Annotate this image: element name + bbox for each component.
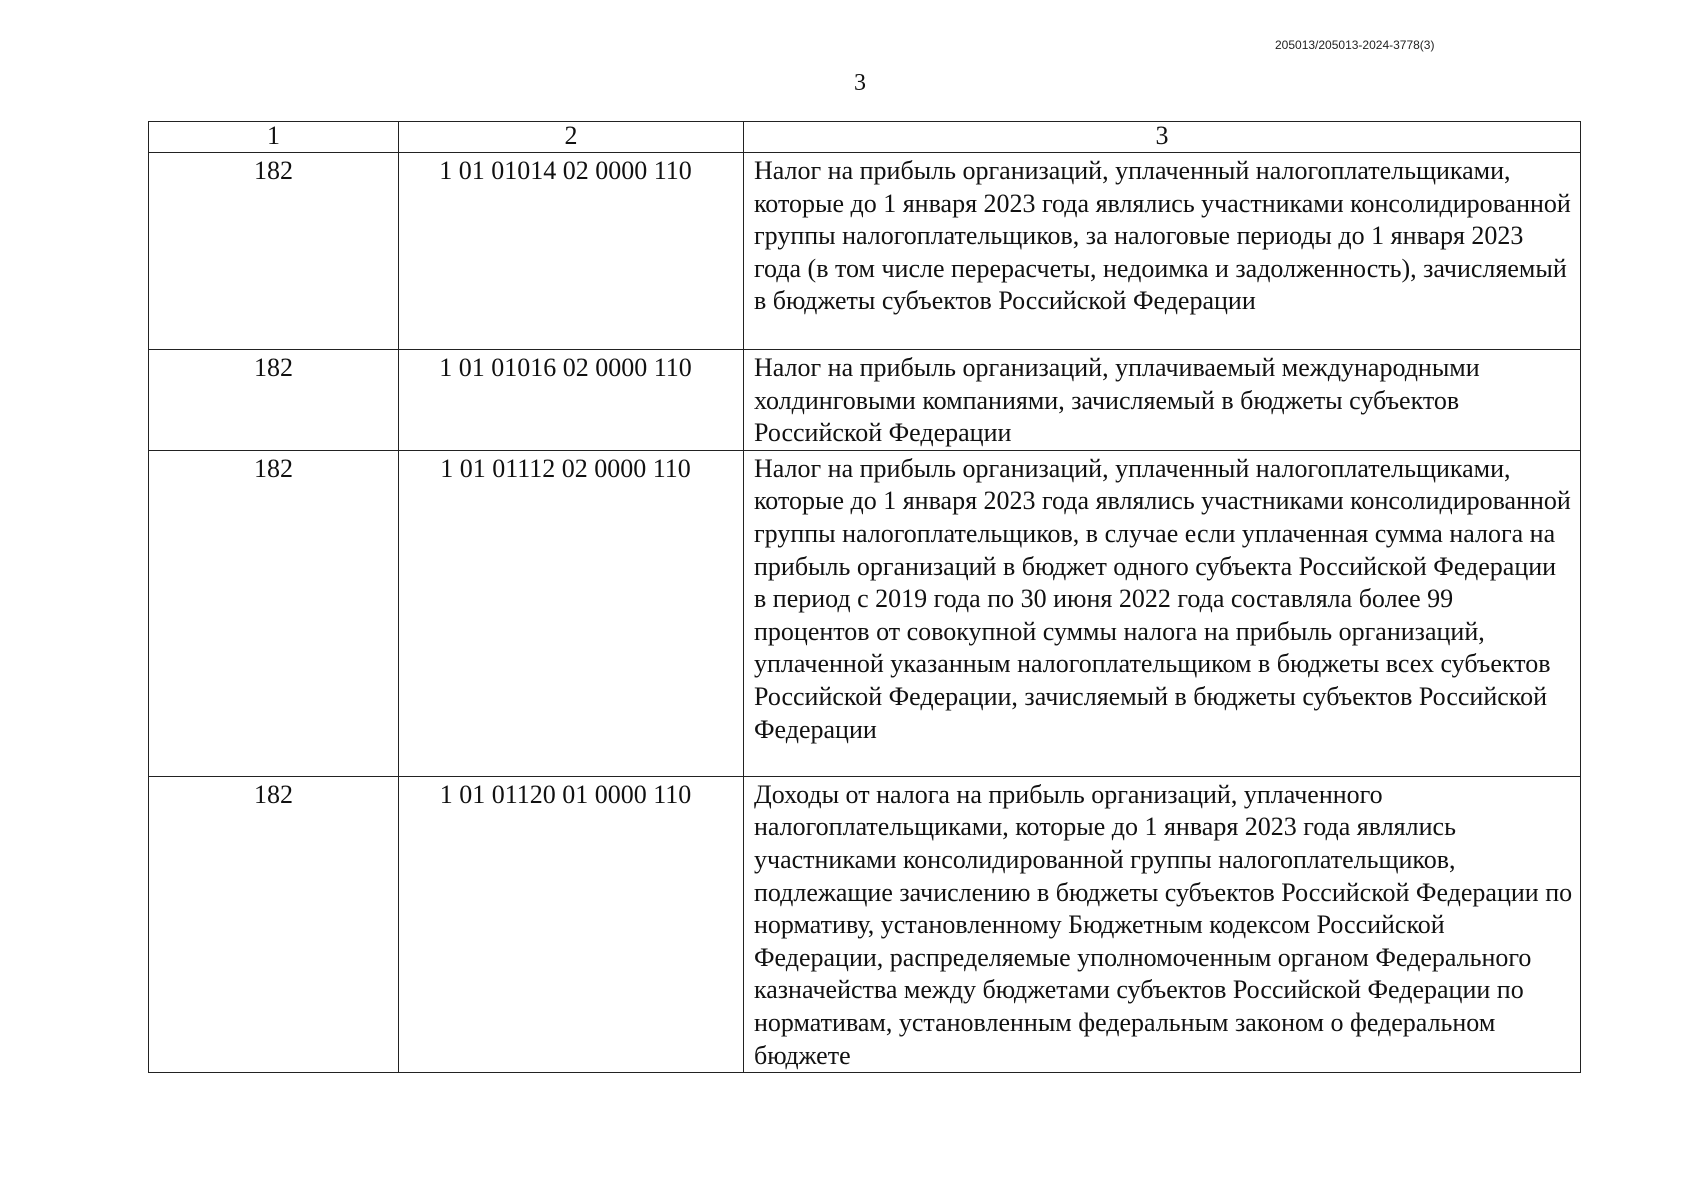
table-row [149,153,1581,350]
description-cell: Налог на прибыль организаций, уплаченный налогоплательщиками, которые до 1 января 2023 года являлись участниками консолидированной группы налогоплательщиков, за налоговые периоды до 1 января 2023 года (в том числе перерасчеты, недоимка и задолженность), зачисляемый в бюджеты субъектов Российской Федерации [744,153,1581,350]
admin-code-cell: 182 [149,153,399,350]
description-cell: Налог на прибыль организаций, уплаченный налогоплательщиками, которые до 1 января 2023 года являлись участниками консолидированной группы налогоплательщиков, в случае если уплаченная сумма налога на прибыль организаций в бюджет одного субъекта Российской Федерации в период с 2019 года по 30 июня 2022 года составляла более 99 процентов от совокупной суммы налога на прибыль организаций, уплаченной указанным налогоплательщиком в бюджеты всех субъектов Российской Федерации, зачисляемый в бюджеты субъектов Российской Федерации [744,450,1581,776]
table-header-row [149,122,1581,153]
column-header-1: 1 [149,122,399,153]
kbk-cell: 1 01 01112 02 0000 110 [399,450,744,776]
admin-code-cell: 182 [149,450,399,776]
table-row [149,450,1581,776]
description-cell: Доходы от налога на прибыль организаций, уплаченного налогоплательщиками, которые до 1 января 2023 года являлись участниками консолидированной группы налогоплательщиков, подлежащие зачислению в бюджеты субъектов Российской Федерации по нормативу, установленному Бюджетным кодексом Российской Федерации, распределяемые уполномоченным органом Федерального казначейства между бюджетами субъектов Российской Федерации по нормативам, установленным федеральным законом о федеральном бюджете [744,776,1581,1072]
kbk-cell: 1 01 01016 02 0000 110 [399,350,744,451]
kbk-cell: 1 01 01014 02 0000 110 [399,153,744,350]
table-row [149,776,1581,1072]
description-cell: Налог на прибыль организаций, уплачиваемый международными холдинговыми компаниями, зачисляемый в бюджеты субъектов Российской Федерации [744,350,1581,451]
column-header-2: 2 [399,122,744,153]
revenue-codes-table [148,121,1581,1073]
column-header-3: 3 [744,122,1581,153]
admin-code-cell: 182 [149,776,399,1072]
table-row [149,350,1581,451]
document-id: 205013/205013-2024-3778(3) [1275,38,1435,52]
admin-code-cell: 182 [149,350,399,451]
kbk-cell: 1 01 01120 01 0000 110 [399,776,744,1072]
page-number: 3 [854,70,866,96]
